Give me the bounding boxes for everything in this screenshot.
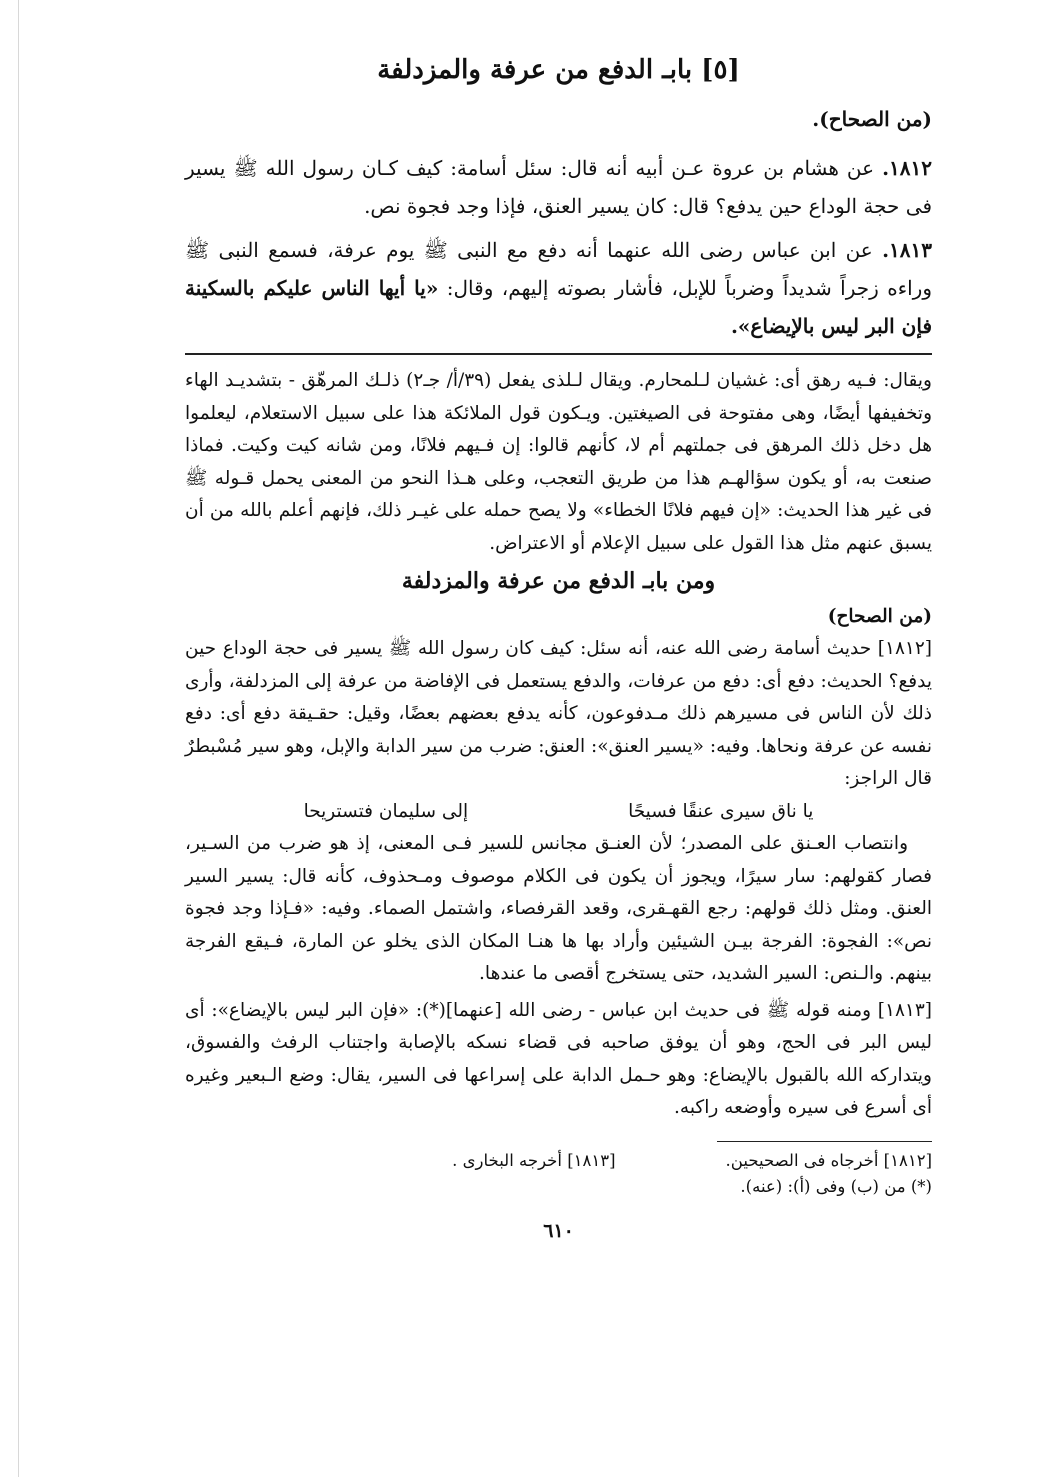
commentary-source-label: (من الصحاح) <box>827 606 932 627</box>
footnotes <box>185 1148 932 1200</box>
commentary-1812-continued: وانتصاب العـنق على المصدر؛ لأن العنـق مجانس للسير فـى المعنى، إذ هو ضرب من السـير، فصار كقولهم: سار سيرًا، ويجوز أن يكون فى الكلام موصوف ومـحذوف، كأنه قال: يسير السير العنق. ومثل ذلك قولهم: رجع القهـقرى، وقعد القرفصاء، واشتمل الصماء. وفيه: «فـإذا وجد فجوة نص»: الفجوة: الفرجة بيـن الشيئين وأراد بها ها هنـا المكان الذى يخلو عن المارة، فـيقع الفرجة بينهم. والـنص: السير الشديد، حتى يستخرج أقصى ما عندها. <box>185 833 932 984</box>
chapter-title: [٥] بابـ الدفع من عرفة والمزدلفة <box>377 55 740 85</box>
hadith-text: عن هشام بن عروة عـن أبيه أنه قال: سئل أسامة: كيف كـان رسول الله ﷺ يسير فى حجة الوداع حين يدفع؟ قال: كان يسير العنق، فإذا وجد فجوة نص. <box>185 156 932 218</box>
section-divider <box>185 353 932 355</box>
hadith-text: عن ابن عباس رضى الله عنهما أنه دفع مع النبى ﷺ يوم عرفة، فسمع النبى ﷺ وراءه زجراً شديداً وضرباً للإبل، فأشار بصوته إليهم، وقال: <box>185 238 932 300</box>
footnote-row <box>185 1148 932 1174</box>
commentary-1812: [١٨١٢] حديث أسامة رضى الله عنه، أنه سئل: كيف كان رسول الله ﷺ يسير فى حجة الوداع حين يدفع؟ الحديث: دفع أى: دفع من عرفات، والدفع يستعمل فى الإفاضة من عرفة إلى المزدلفة، وأرى ذلك لأن الناس فى مسيرهم ذلك مـدفوعون، كأنه يدفع بعضهم بعضًا، وقيل: حقـيقة دفع أى: دفع نفسه عن عرفة ونحاها. وفيه: «يسير العنق»: العنق: ضرب من سير الدابة والإبل، وهو سير مُسْبطرٌ قال الراجز: <box>185 638 932 789</box>
footnote-1812: [١٨١٢] أخرجاه فى الصحيحين. <box>725 1150 932 1170</box>
hadith-1813 <box>185 231 932 345</box>
verse-hemistich-right: يا ناق سيرى عنقًا فسيحًا <box>628 800 814 822</box>
previous-commentary: ويقال: فـيه رهق أى: غشيان لـلمحارم. ويقال لـلذى يفعل (٣٩/أ/ جـ٢) ذلـك المرهّق - بتشديـد الهاء وتخفيفها أيضًا، وهى مفتوحة فى الصيغتين. ويـكون قول الملائكة هذا على سبيل الاستعلام، ليعلموا هل دخل ذلك المرهق فى جملتهم أم لا، كأنهم قالوا: إن فـيهم فلانًا، ومن شانه كيت وكيت. فماذا صنعت به، أو يكون سؤالهـم هذا من طريق التعجب، وعلى هـذا النحو من المعنى يحمل قـوله ﷺ فى غير هذا الحديث: «إن فيهم فلانًا الخطاء» ولا يصح حمله على غيـر ذلك، فإنهم أعلم بالله من أن يسبق عنهم مثل هذا القول على سبيل الإعلام أو الاعتراض. <box>185 370 932 554</box>
page-number: ٦١٠ <box>543 1219 574 1242</box>
poetry-verse <box>185 796 932 829</box>
hadith-number: ١٨١٣. <box>882 238 932 262</box>
source-label: (من الصحاح). <box>812 107 932 131</box>
hadith-quote: «يا أيها الناس عليكم بالسكينة فإن البر ليس بالإيضاع». <box>185 276 932 338</box>
footnote-1813: [١٨١٣] أخرجه البخارى . <box>452 1150 616 1170</box>
hadith-number: ١٨١٢. <box>882 156 932 180</box>
footnote-divider <box>717 1141 932 1142</box>
scan-margin-line <box>18 0 19 1477</box>
commentary-1813: [١٨١٣] ومنه قوله ﷺ فى حديث ابن عباس - رضى الله [عنهما](*): «فإن البر ليس بالإيضاع»: أى ليس البر فى الحج، وهو أن يوفق صاحبه فى قضاء نسكه بالإصابة واجتناب الرفث والفسوق، ويتداركه الله بالقبول بالإيضاع: وهو حـمل الدابة على إسراعها فى السير، يقال: وضع الـبعير وغيره أى أسرع فى سيره وأوضعه راكبه. <box>185 999 932 1118</box>
page-content <box>185 55 932 1242</box>
commentary-section-title: ومن بابـ الدفع من عرفة والمزدلفة <box>401 568 716 594</box>
footnote-star: (*) من (ب) وفى (أ): (عنه). <box>740 1176 932 1196</box>
verse-hemistich-left: إلى سليمان فتستريحا <box>303 800 469 822</box>
hadith-1812 <box>185 149 932 225</box>
